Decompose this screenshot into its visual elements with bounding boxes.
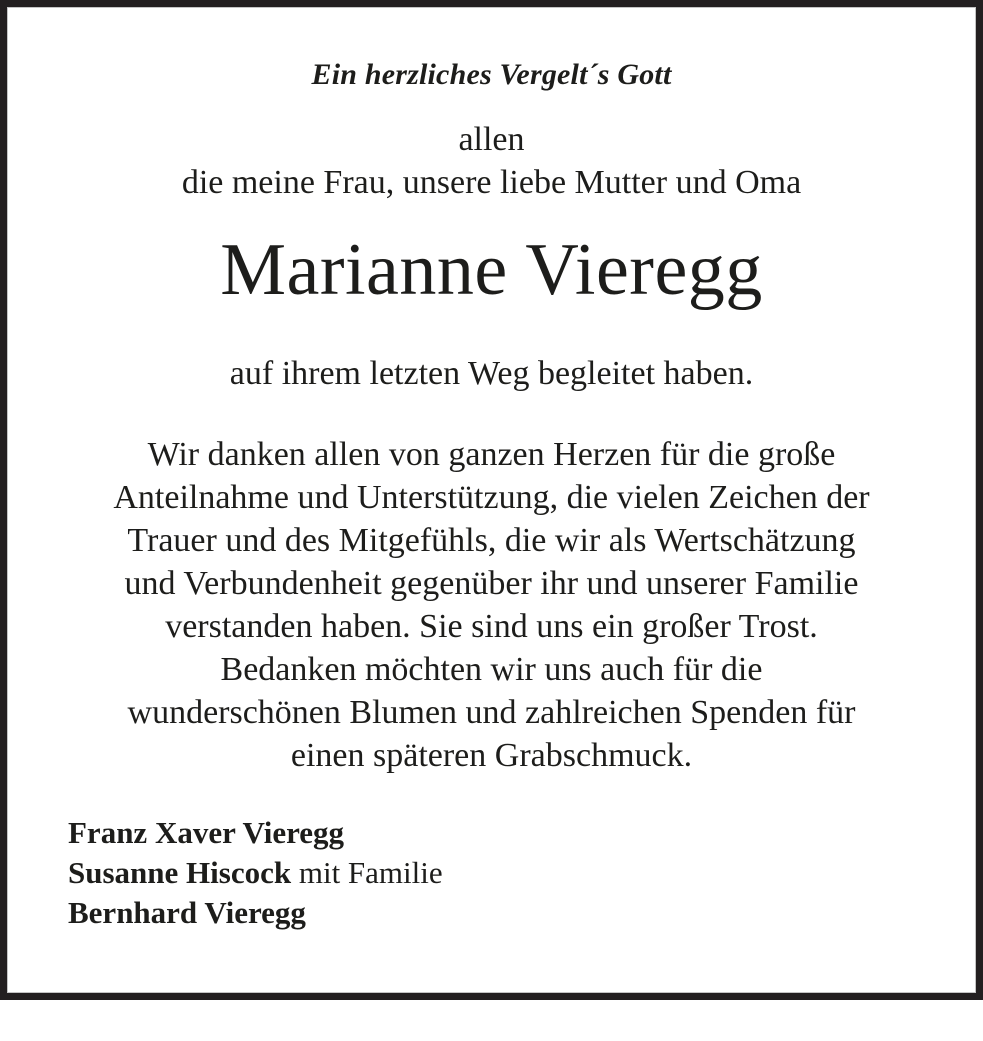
signer-name: Bernhard Vieregg bbox=[68, 895, 306, 930]
paragraph-line: Bedanken möchten wir uns auch für die bbox=[220, 651, 763, 688]
obituary-notice bbox=[7, 55, 976, 1041]
thanks-paragraph bbox=[7, 433, 976, 777]
paragraph-line: wunderschönen Blumen und zahlreichen Spenden für bbox=[127, 694, 856, 731]
signer-name: Susanne Hiscock bbox=[68, 855, 292, 890]
paragraph-line: Anteilnahme und Unterstützung, die vielen Zeichen der bbox=[113, 479, 870, 516]
salutation-line: allen bbox=[458, 121, 525, 158]
paragraph-line: einen späteren Grabschmuck. bbox=[290, 737, 693, 774]
deceased-name: Marianne Vieregg bbox=[220, 229, 763, 311]
signature-block bbox=[7, 813, 976, 933]
paragraph-line: Wir danken allen von ganzen Herzen für die große bbox=[147, 436, 836, 473]
signature-row bbox=[68, 813, 976, 853]
signer-suffix: mit Familie bbox=[291, 855, 443, 890]
signer-name: Franz Xaver Vieregg bbox=[68, 815, 345, 850]
dedication-line: die meine Frau, unsere liebe Mutter und Oma bbox=[181, 164, 802, 201]
intro-line: Ein herzliches Vergelt´s Gott bbox=[311, 58, 672, 91]
signature-row bbox=[68, 853, 976, 893]
paragraph-line: und Verbundenheit gegenüber ihr und unserer Familie bbox=[124, 565, 859, 602]
signature-row bbox=[68, 893, 976, 933]
closing-line: auf ihrem letzten Weg begleitet haben. bbox=[229, 355, 754, 392]
paragraph-line: Trauer und des Mitgefühls, die wir als Wertschätzung bbox=[127, 522, 856, 559]
paragraph-line: verstanden haben. Sie sind uns ein großer Trost. bbox=[165, 608, 818, 645]
